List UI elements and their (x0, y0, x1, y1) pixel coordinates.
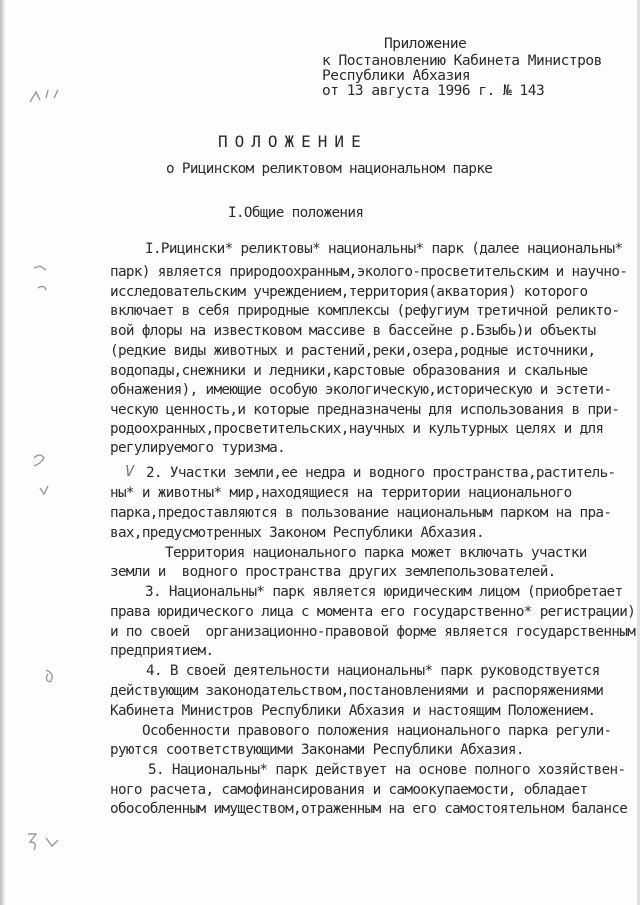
header-line-decree: к Постановлению Кабинета Министров (322, 53, 602, 69)
body-line: 3. Национальны* парк является юридическим лицом (приобретает (145, 584, 623, 600)
body-line: парк) является природоохранным,эколого-просветительским и научно- (110, 264, 628, 280)
body-line: вой флоры на известковом массиве в бассейне р.Бзыбь)и объекты (110, 323, 596, 339)
body-line: исследовательским учреждением,территория(акватория) которого (110, 284, 588, 300)
body-line: права юридического лица с момента его государственно* регистрации) (110, 604, 636, 620)
body-line: ны* и животны* мир,находящиеся на территории национального (110, 485, 572, 501)
check-mark-annotation: V (125, 462, 135, 480)
page-edge-shadow (0, 0, 6, 905)
body-line: обособленным имуществом,отраженным на его самостоятельном балансе (110, 801, 628, 817)
margin-scribble-icon (26, 84, 66, 108)
body-line: регулируемого туризма. (110, 440, 286, 456)
body-line: I.Рицински* реликтовы* национальны* парк (далее национальны* (145, 241, 623, 257)
header-line-appendix: Приложение (384, 36, 467, 52)
body-line: обнажения), имеющие особую экологическую,историческую и эстети- (110, 382, 612, 398)
body-line: и по своей организационно-правовой форме является государственным (110, 624, 636, 640)
margin-scribble-icon (22, 828, 66, 858)
body-line: 5. Национальны* парк действует на основе полного хозяйствен- (148, 762, 626, 778)
body-line: предприятием. (110, 643, 214, 659)
body-line: Особенности правового положения национального парка регули- (142, 723, 612, 739)
body-line: Кабинета Министров Республики Абхазия и настоящим Положением. (110, 703, 596, 719)
body-line: руются соответствующими Законами Республики Абхазия. (110, 742, 524, 758)
body-line: родоохранных,просветительских,научных и культурных целях и для (110, 421, 604, 437)
body-line: ческую ценность,и которые предназначены для использования в при- (110, 402, 620, 418)
body-line: земли и водного пространства других землепользователей. (110, 564, 556, 580)
body-line: действующим законодательством,постановлениями и распоряжениями (110, 683, 604, 699)
section-heading: I.Общие положения (228, 205, 364, 221)
header-line-republic: Республики Абхазия (322, 68, 471, 84)
body-line: водопады,снежники и ледники,карстовые образования и скальные (110, 363, 588, 379)
body-line: 2. Участки земли,ее недра и водного пространства,раститель- (146, 465, 616, 481)
document-title: ПОЛОЖЕНИЕ (218, 132, 368, 151)
margin-scribble-icon (26, 448, 66, 500)
body-line: Территория национального парка может включать участки (165, 545, 587, 561)
margin-scribble-icon (28, 258, 62, 298)
document-subtitle: о Рицинском реликтовом национальном парке (166, 161, 493, 177)
body-line: парка,предоставляются в пользование национальным парком на пра- (110, 505, 612, 521)
body-line: вах,предусмотренных Законом Республики Абхазия. (110, 525, 485, 541)
body-line: (редкие виды животных и растений,реки,озера,родные источники, (110, 343, 596, 359)
header-line-date: от 13 августа 1996 г. № 143 (322, 83, 545, 99)
body-line: 4. В своей деятельности национальны* парк руководствуется (146, 663, 600, 679)
body-line: ного расчета, самофинансирования и самоокупаемости, обладает (110, 782, 588, 798)
body-line: включает в себя природные комплексы (рефугиум третичной реликто- (110, 303, 620, 319)
margin-scribble-icon (40, 664, 64, 688)
